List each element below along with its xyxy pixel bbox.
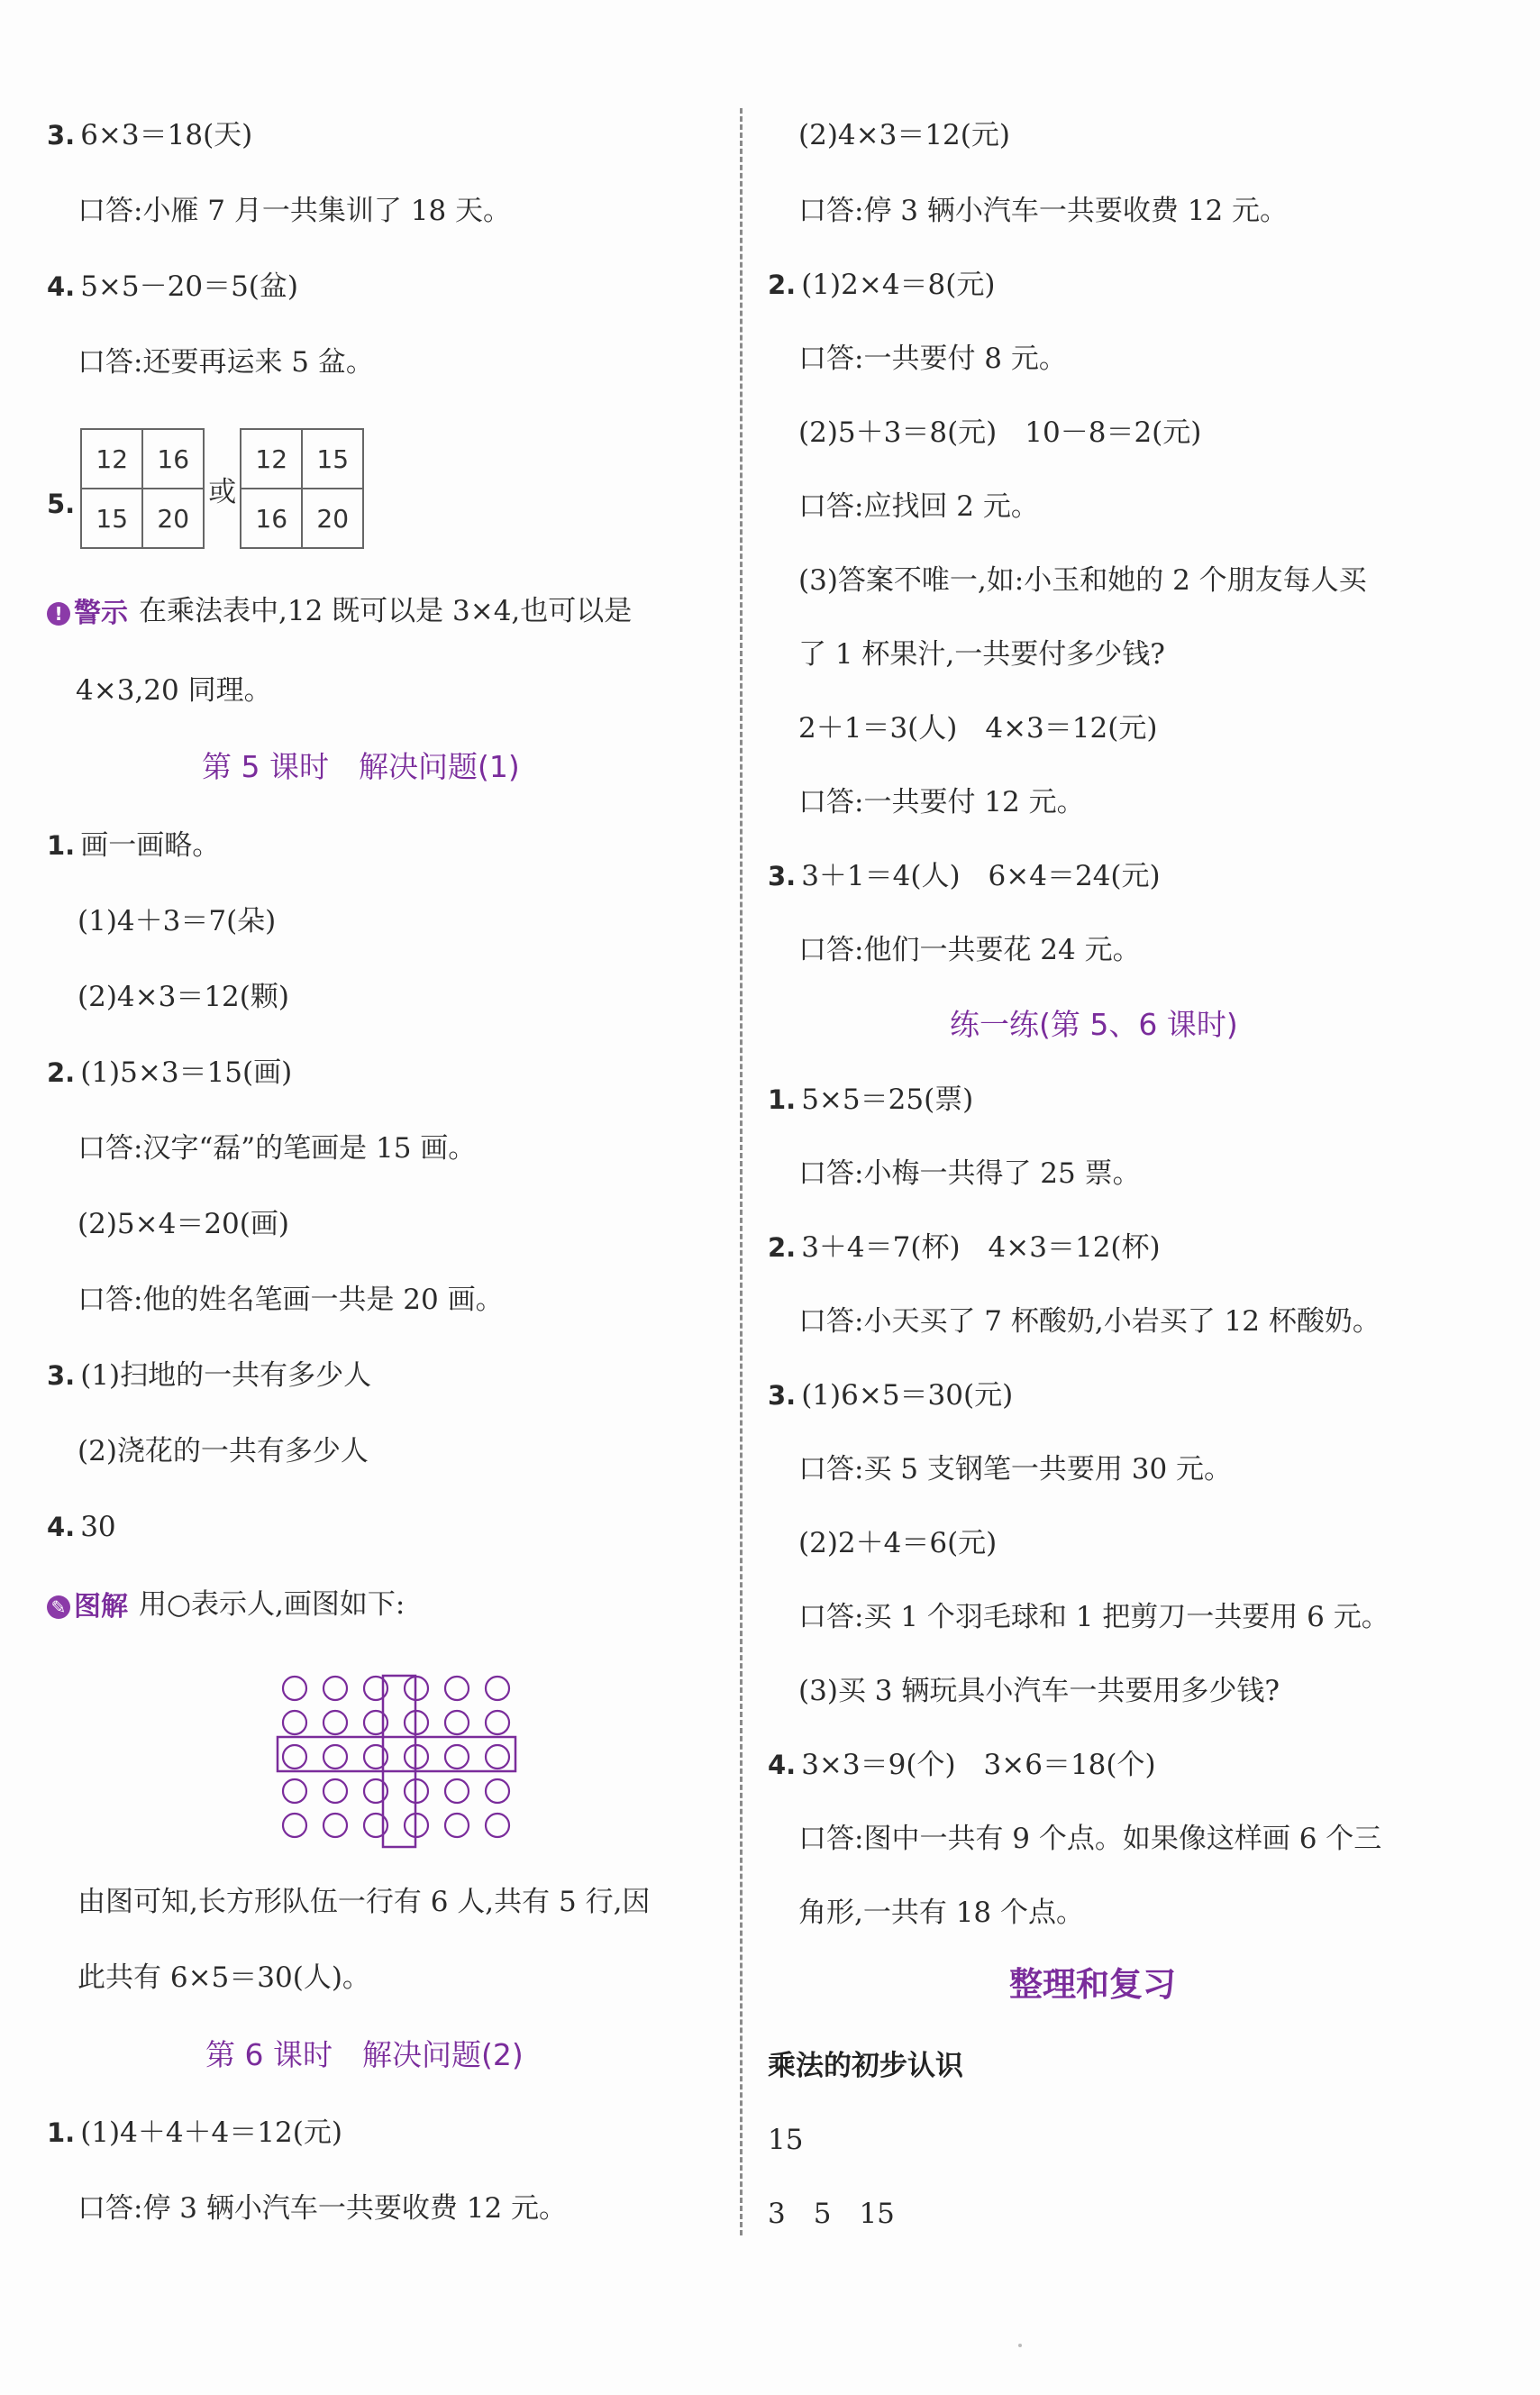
diagram-icon: ✎	[47, 1595, 70, 1619]
q1: 1. 画一画略。	[47, 829, 221, 862]
grid-b-cell: 12	[241, 429, 302, 489]
r2-oral3: 口答:一共要付 12 元。	[798, 786, 1085, 818]
answer-3: 3. 6×3＝18(天)	[47, 119, 253, 151]
page-speck	[1018, 2344, 1022, 2347]
person-circle	[283, 1779, 306, 1803]
diagram-note: ✎ 图解 用○表示人,画图如下:	[47, 1586, 405, 1625]
r1-part2: (2)4×3＝12(元)	[798, 119, 1010, 151]
grid-a-cell: 20	[142, 489, 204, 548]
person-circle	[486, 1814, 509, 1837]
q2-oral1: 口答:汉字“磊”的笔画是 15 画。	[77, 1132, 477, 1165]
or-label: 或	[208, 475, 237, 508]
warning-tag: ! 警示	[47, 596, 128, 632]
review-answer2: 3 5 15	[768, 2198, 895, 2230]
person-circle	[486, 1779, 509, 1803]
r2: 2. (1)2×4＝8(元)	[768, 269, 996, 301]
person-circle	[445, 1779, 469, 1803]
person-circle	[486, 1677, 509, 1700]
person-circle	[445, 1677, 469, 1700]
grid-a-cell: 12	[81, 429, 142, 489]
answer-5-number: 5.	[47, 489, 76, 519]
grid-table-b	[240, 428, 364, 549]
q3-part2: (2)浇花的一共有多少人	[77, 1435, 369, 1467]
r1-part2-oral: 口答:停 3 辆小汽车一共要收费 12 元。	[798, 195, 1289, 227]
r3-oral: 口答:他们一共要花 24 元。	[798, 934, 1141, 966]
highlight-row-rect	[278, 1737, 515, 1771]
grid-b-cell: 20	[302, 489, 363, 548]
answer-4: 4. 5×5－20＝5(盆)	[47, 270, 298, 303]
p4: 4. 3×3＝9(个) 3×6＝18(个)	[768, 1749, 1156, 1781]
person-circle	[283, 1745, 306, 1769]
q1-part2: (2)4×3＝12(颗)	[77, 981, 289, 1013]
p1: 1. 5×5＝25(票)	[768, 1083, 974, 1116]
section-heading-practice: 练一练(第 5、6 课时)	[950, 1007, 1238, 1042]
r2-part3-calc: 2＋1＝3(人) 4×3＝12(元)	[798, 712, 1158, 745]
p2-oral: 口答:小天买了 7 杯酸奶,小岩买了 12 杯酸奶。	[798, 1305, 1381, 1338]
p3-oral2: 口答:买 1 个羽毛球和 1 把剪刀一共要用 6 元。	[798, 1601, 1390, 1633]
review-subtitle: 乘法的初步认识	[768, 2050, 963, 2082]
q2: 2. (1)5×3＝15(画)	[47, 1056, 293, 1089]
q1-part1: (1)4＋3＝7(朵)	[77, 905, 277, 937]
highlight-column-rect	[383, 1676, 415, 1847]
answer-5-grids	[47, 425, 364, 552]
r2-part2: (2)5＋3＝8(元) 10－8＝2(元)	[798, 416, 1202, 449]
person-circle	[445, 1745, 469, 1769]
section-heading-lesson5: 第 5 课时 解决问题(1)	[202, 749, 520, 784]
r2-oral2: 口答:应找回 2 元。	[798, 490, 1039, 523]
people-grid-diagram	[270, 1672, 523, 1852]
person-circle	[323, 1711, 347, 1734]
diagram-explanation1: 由图可知,长方形队伍一行有 6 人,共有 5 行,因	[77, 1886, 651, 1918]
person-circle	[323, 1814, 347, 1837]
r2-part3-cont: 了 1 杯果汁,一共要付多少钱?	[798, 638, 1165, 671]
person-circle	[283, 1677, 306, 1700]
p4-oral2: 角形,一共有 18 个点。	[798, 1897, 1085, 1929]
warning-note-cont: 4×3,20 同理。	[76, 674, 272, 707]
person-circle	[486, 1745, 509, 1769]
q3: 3. (1)扫地的一共有多少人	[47, 1359, 372, 1392]
person-circle	[323, 1779, 347, 1803]
q2-oral2: 口答:他的姓名笔画一共是 20 画。	[77, 1284, 504, 1316]
exclamation-icon: !	[47, 602, 70, 626]
person-circle	[486, 1711, 509, 1734]
r2-part3: (3)答案不唯一,如:小玉和她的 2 个朋友每人买	[798, 564, 1367, 597]
grid-a-cell: 16	[142, 429, 204, 489]
person-circle	[445, 1814, 469, 1837]
diagram-tag: ✎ 图解	[47, 1589, 128, 1625]
person-circle	[323, 1745, 347, 1769]
r1-oral: 口答:停 3 辆小汽车一共要收费 12 元。	[77, 2192, 568, 2225]
p3-part2: (2)2＋4＝6(元)	[798, 1527, 998, 1559]
answer-4-oral: 口答:还要再运来 5 盆。	[77, 346, 374, 379]
grid-b-cell: 15	[302, 429, 363, 489]
section-heading-review: 整理和复习	[1009, 1965, 1176, 2004]
person-circle	[283, 1814, 306, 1837]
person-circle	[283, 1711, 306, 1734]
q4: 4. 30	[47, 1511, 116, 1543]
warning-note: ! 警示 在乘法表中,12 既可以是 3×4,也可以是	[47, 593, 632, 632]
person-circle	[323, 1677, 347, 1700]
p3: 3. (1)6×5＝30(元)	[768, 1379, 1014, 1412]
q2-part2: (2)5×4＝20(画)	[77, 1208, 289, 1240]
diagram-explanation2: 此共有 6×5＝30(人)。	[77, 1961, 370, 1994]
person-circle	[445, 1711, 469, 1734]
p3-oral1: 口答:买 5 支钢笔一共要用 30 元。	[798, 1453, 1233, 1485]
answer-3-oral: 口答:小雁 7 月一共集训了 18 天。	[77, 195, 512, 227]
grid-a-cell: 15	[81, 489, 142, 548]
grid-table-a	[80, 428, 205, 549]
p2: 2. 3＋4＝7(杯) 4×3＝12(杯)	[768, 1231, 1161, 1264]
r3: 3. 3＋1＝4(人) 6×4＝24(元)	[768, 860, 1161, 892]
r1: 1. (1)4＋4＋4＝12(元)	[47, 2116, 342, 2149]
column-divider	[740, 108, 743, 2235]
r2-oral1: 口答:一共要付 8 元。	[798, 343, 1067, 375]
grid-b-cell: 16	[241, 489, 302, 548]
p4-oral1: 口答:图中一共有 9 个点。如果像这样画 6 个三	[798, 1823, 1382, 1855]
section-heading-lesson6: 第 6 课时 解决问题(2)	[205, 2037, 524, 2072]
review-answer1: 15	[768, 2124, 804, 2156]
p3-part3: (3)买 3 辆玩具小汽车一共要用多少钱?	[798, 1675, 1280, 1707]
p1-oral: 口答:小梅一共得了 25 票。	[798, 1157, 1141, 1190]
